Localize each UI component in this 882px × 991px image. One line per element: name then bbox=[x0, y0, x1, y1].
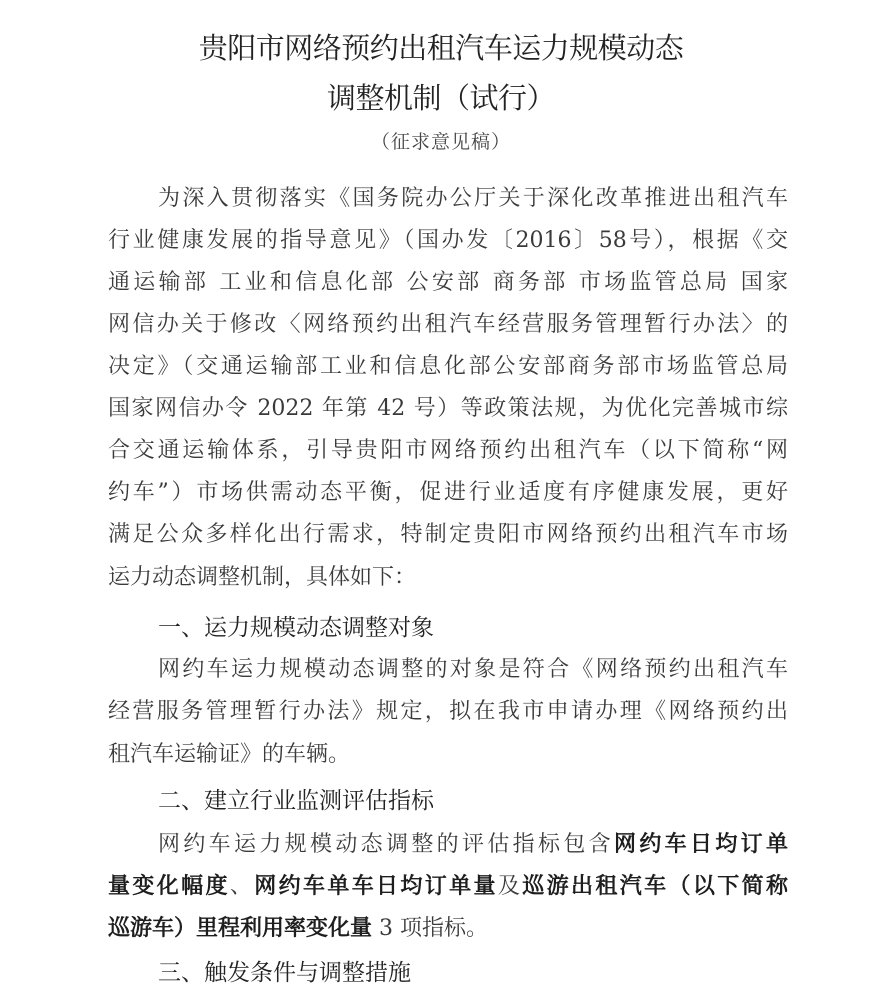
section-heading-3: 三、触发条件与调整措施 bbox=[158, 960, 411, 986]
preamble-line: 决定》（交通运输部工业和信息化部公安部商务部市场监管总局 bbox=[108, 354, 788, 379]
section2-text: 、 bbox=[229, 874, 255, 899]
preamble-line: 国家网信办令 2022 年第 42 号）等政策法规，为优化完善城市综 bbox=[108, 396, 788, 421]
section2-bold-text: 量变化幅度 bbox=[108, 873, 230, 899]
preamble-line: 满足公众多样化出行需求，特制定贵阳市网络预约出租汽车市场 bbox=[108, 522, 788, 547]
section2-text: 网约车运力规模动态调整的评估指标包含 bbox=[158, 832, 614, 857]
document-subtitle: （征求意见稿） bbox=[370, 131, 511, 153]
section2-text: 及 bbox=[497, 874, 523, 899]
section-heading-1: 一、运力规模动态调整对象 bbox=[158, 615, 434, 641]
preamble-line: 网信办关于修改〈网络预约出租汽车经营服务管理暂行办法〉的 bbox=[108, 312, 788, 337]
section2-line bbox=[108, 913, 788, 943]
section2-line bbox=[158, 829, 788, 859]
section2-bold-text: 巡游出租汽车（以下简称 bbox=[522, 873, 788, 899]
preamble-line: 行业健康发展的指导意见》（国办发〔2016〕58号），根据《交 bbox=[108, 228, 788, 253]
preamble-line: 约车”）市场供需动态平衡，促进行业适度有序健康发展，更好 bbox=[108, 480, 788, 505]
section2-bold-text: 巡游车）里程利用率变化量 bbox=[108, 915, 373, 941]
section1-line: 租汽车运输证》的车辆。 bbox=[108, 742, 351, 767]
preamble-line: 通运输部 工业和信息化部 公安部 商务部 市场监管总局 国家 bbox=[108, 270, 788, 295]
document-title-line2: 调整机制（试行） bbox=[326, 81, 555, 115]
section-heading-2: 二、建立行业监测评估指标 bbox=[158, 788, 434, 814]
section2-bold-text: 网约车单车日均订单量 bbox=[254, 873, 498, 899]
preamble-line: 合交通运输体系，引导贵阳市网络预约出租汽车（以下简称“网 bbox=[108, 438, 788, 463]
section1-line: 经营服务管理暂行办法》规定，拟在我市申请办理《网络预约出 bbox=[108, 699, 788, 724]
document-title-line1: 贵阳市网络预约出租汽车运力规模动态 bbox=[198, 31, 684, 65]
section1-line: 网约车运力规模动态调整的对象是符合《网络预约出租汽车 bbox=[158, 657, 788, 682]
section2-text: 3 项指标。 bbox=[372, 916, 488, 941]
preamble-line: 为深入贯彻落实《国务院办公厅关于深化改革推进出租汽车 bbox=[158, 186, 788, 211]
preamble-line: 运力动态调整机制，具体如下： bbox=[108, 565, 417, 590]
section2-bold-text: 网约车日均订单 bbox=[613, 831, 788, 857]
section2-line bbox=[108, 871, 788, 901]
